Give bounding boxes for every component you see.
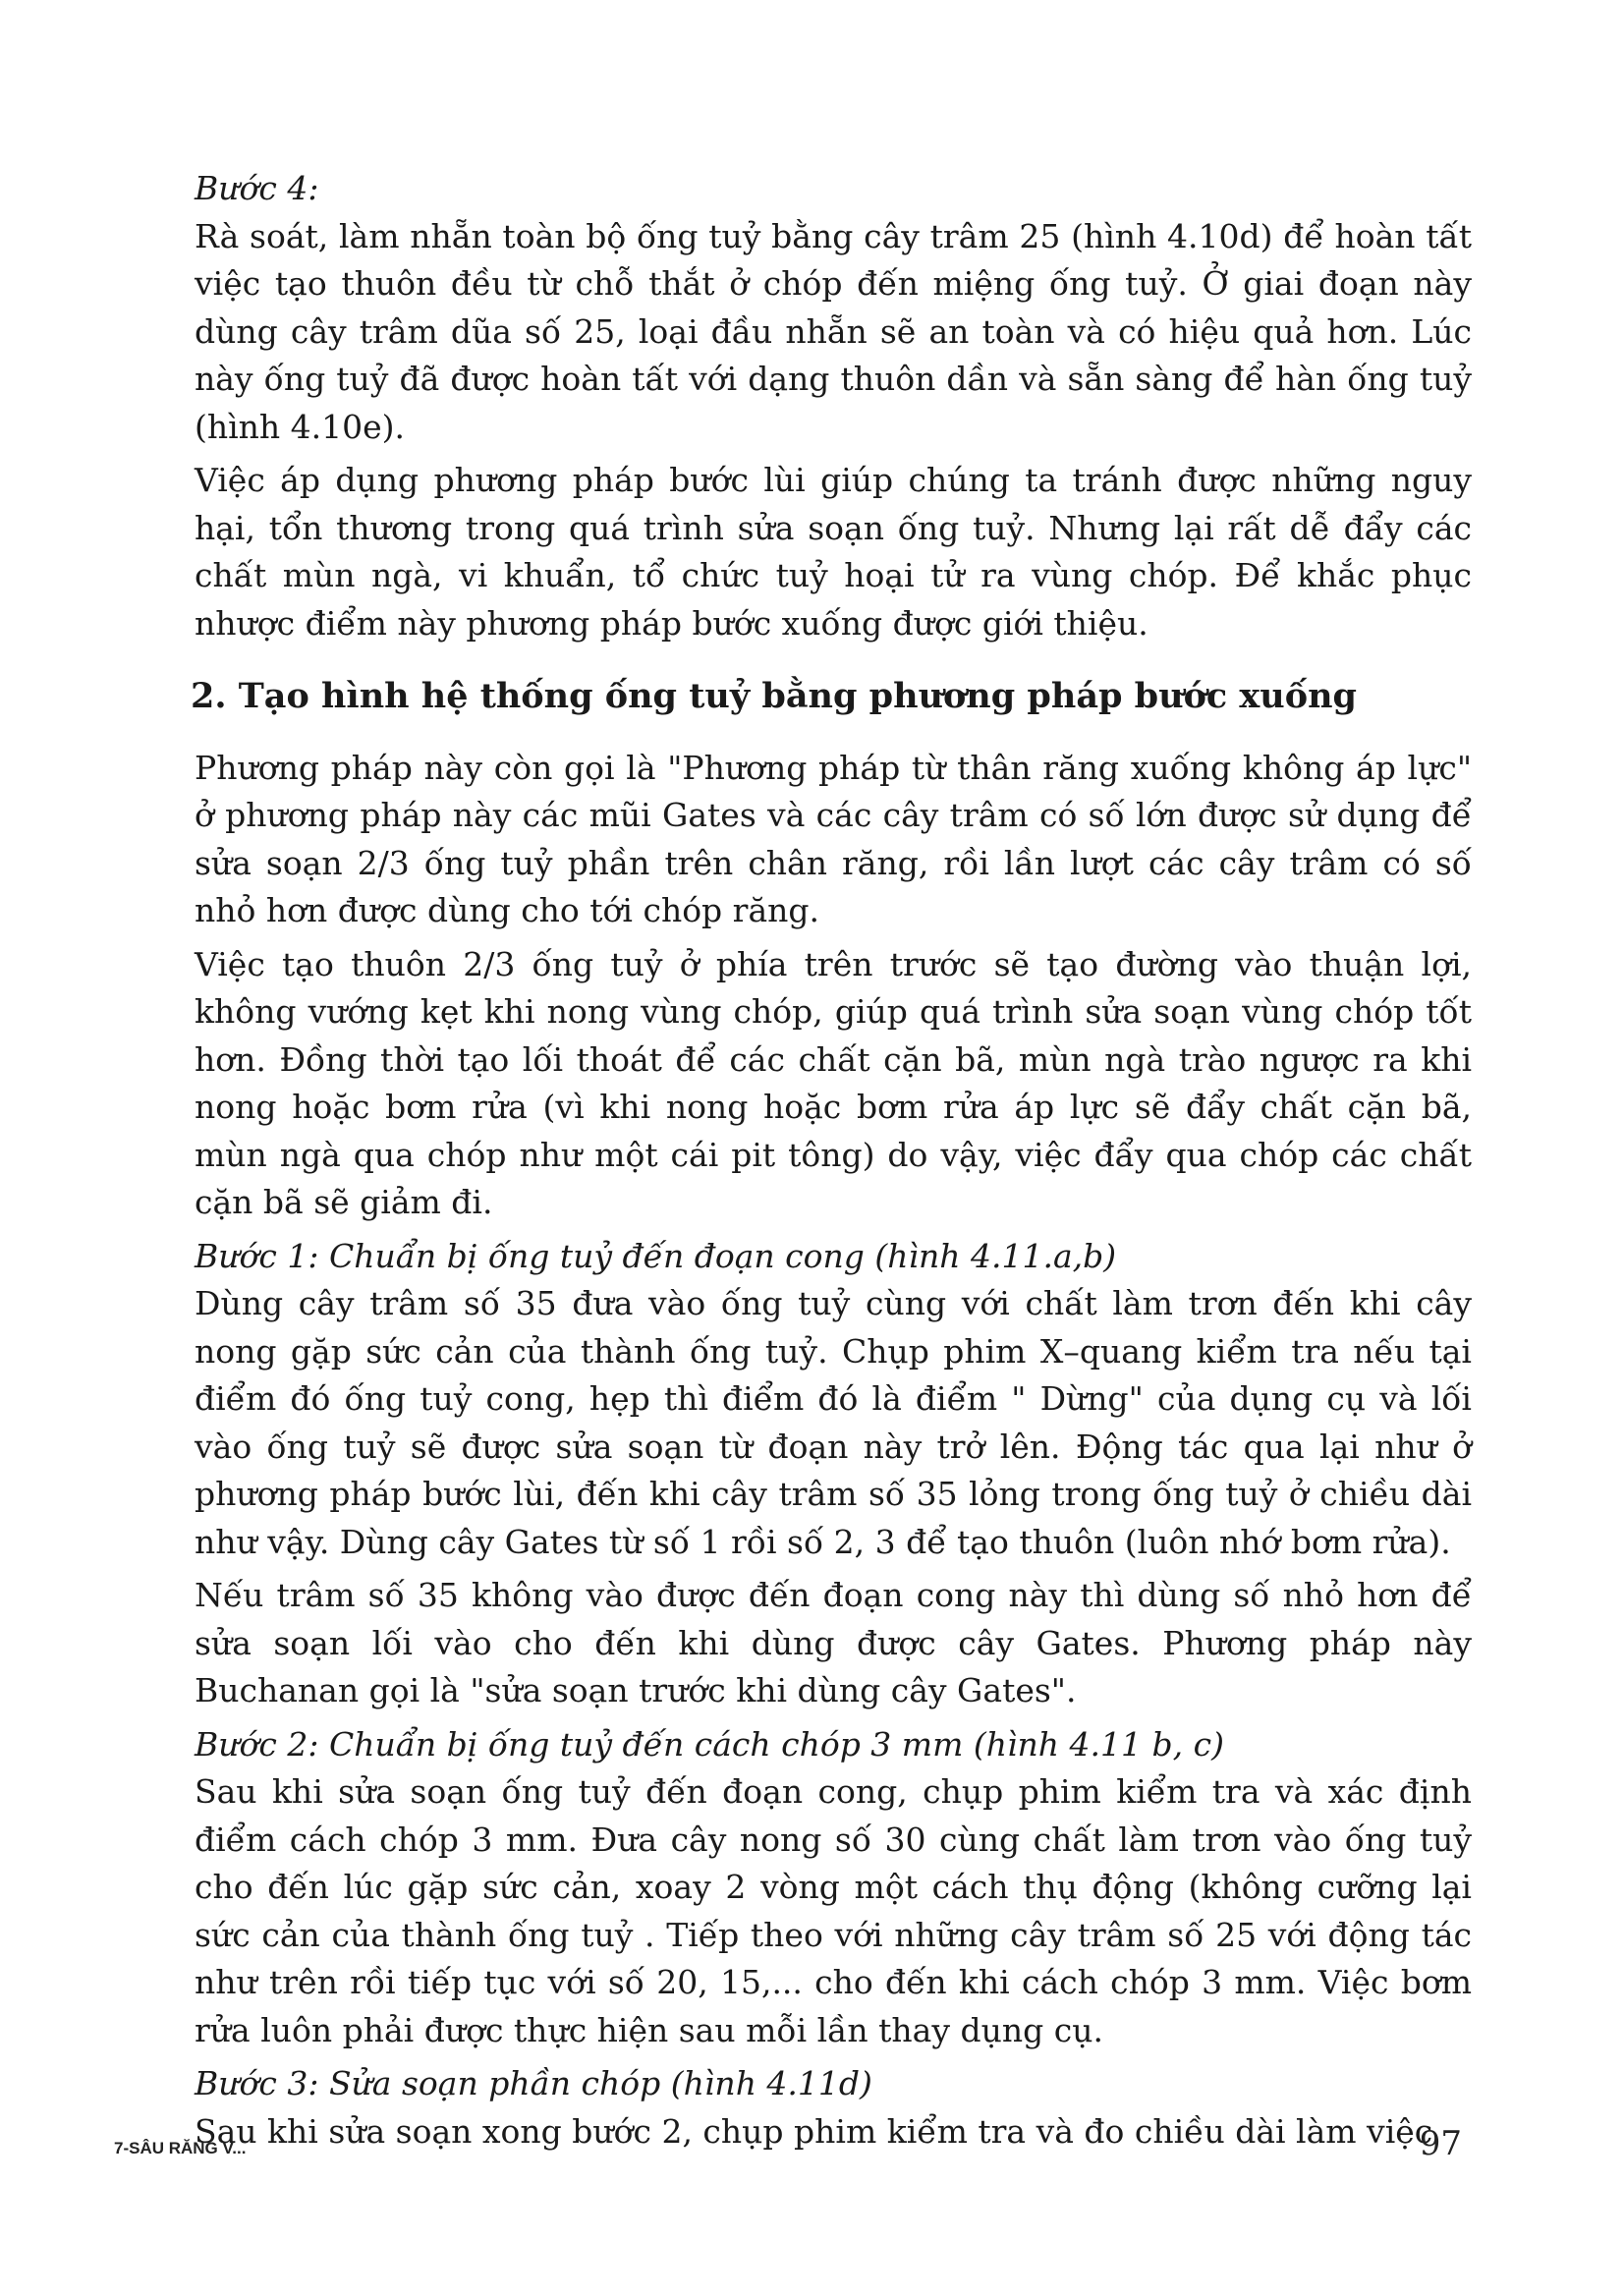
paragraph: Rà soát, làm nhẵn toàn bộ ống tuỷ bằng cây trâm 25 (hình 4.10d) để hoàn tất việc tạo thuôn đều từ chỗ thắt ở chóp đến miệng ống tuỷ. Ở giai đoạn này dùng cây trâm dũa số 25, loại đầu nhẵn sẽ an toàn và có hiệu quả hơn. Lúc này ống tuỷ đã được hoàn tất với dạng thuôn dần và sẵn sàng để hàn ống tuỷ (hình 4.10e). [195,216,1472,446]
paragraph: Sau khi sửa soạn xong bước 2, chụp phim kiểm tra và đo chiều dài làm việc [195,2111,1433,2151]
paragraph: Dùng cây trâm số 35 đưa vào ống tuỷ cùng với chất làm trơn đến khi cây nong gặp sức cản của thành ống tuỷ. Chụp phim X–quang kiểm tra nếu tại điểm đó ống tuỷ cong, hẹp thì điểm đó là điểm " Dừng" của dụng cụ và lối vào ống tuỷ sẽ được sửa soạn từ đoạn này trở lên. Động tác qua lại như ở phương pháp bước lùi, đến khi cây trâm số 35 lỏng trong ống tuỷ ở chiều dài như vậy. Dùng cây Gates từ số 1 rồi số 2, 3 để tạo thuôn (luôn nhớ bơm rửa). [195,1284,1472,1561]
paragraph: Sau khi sửa soạn ống tuỷ đến đoạn cong, chụp phim kiểm tra và xác định điểm cách chóp 3 mm. Đưa cây nong số 30 cùng chất làm trơn vào ống tuỷ cho đến lúc gặp sức cản, xoay 2 vòng một cách thụ động (không cưỡng lại sức cản của thành ống tuỷ . Tiếp theo với những cây trâm số 25 với động tác như trên rồi tiếp tục với số 20, 15,... cho đến khi cách chóp 3 mm. Việc bơm rửa luôn phải được thực hiện sau mỗi lần thay dụng cụ. [195,1772,1472,2049]
step-1-label: Bước 1: Chuẩn bị ống tuỷ đến đoạn cong (hình 4.11.a,b) [195,1236,1117,1275]
footer-chapter-label: 7-SÂU RĂNG V... [114,2139,247,2157]
paragraph: Việc tạo thuôn 2/3 ống tuỷ ở phía trên trước sẽ tạo đường vào thuận lợi, không vướng kẹt khi nong vùng chóp, giúp quá trình sửa soạn vùng chóp tốt hơn. Đồng thời tạo lối thoát để các chất cặn bã, mùn ngà trào ngược ra khi nong hoặc bơm rửa (vì khi nong hoặc bơm rửa áp lực sẽ đẩy chất cặn bã, mùn ngà qua chóp như một cái pit tông) do vậy, việc đẩy qua chóp các chất cặn bã sẽ giảm đi. [195,944,1472,1221]
paragraph: Việc áp dụng phương pháp bước lùi giúp chúng ta tránh được những nguy hại, tổn thương trong quá trình sửa soạn ống tuỷ. Nhưng lại rất dễ đẩy các chất mùn ngà, vi khuẩn, tổ chức tuỷ hoại tử ra vùng chóp. Để khắc phục nhược điểm này phương pháp bước xuống được giới thiệu. [195,461,1472,643]
body-text [191,165,1472,2161]
step-2-label: Bước 2: Chuẩn bị ống tuỷ đến cách chóp 3 mm (hình 4.11 b, c) [195,1724,1224,1764]
section-heading: 2. Tạo hình hệ thống ống tuỷ bằng phương pháp bước xuống [191,676,1358,716]
paragraph: Phương pháp này còn gọi là "Phương pháp từ thân răng xuống không áp lực" ở phương pháp này các mũi Gates và các cây trâm có số lớn được sử dụng để sửa soạn 2/3 ống tuỷ phần trên chân răng, rồi lần lượt các cây trâm có số nhỏ hơn được dùng cho tới chóp răng. [195,748,1472,929]
step-3-label: Bước 3: Sửa soạn phần chóp (hình 4.11d) [195,2064,872,2102]
page-number: 97 [1419,2124,1462,2163]
paragraph: Nếu trâm số 35 không vào được đến đoạn cong này thì dùng số nhỏ hơn để sửa soạn lối vào cho đến khi dùng được cây Gates. Phương pháp này Buchanan gọi là "sửa soạn trước khi dùng cây Gates". [195,1576,1472,1709]
step-4-label: Bước 4: [195,169,319,207]
